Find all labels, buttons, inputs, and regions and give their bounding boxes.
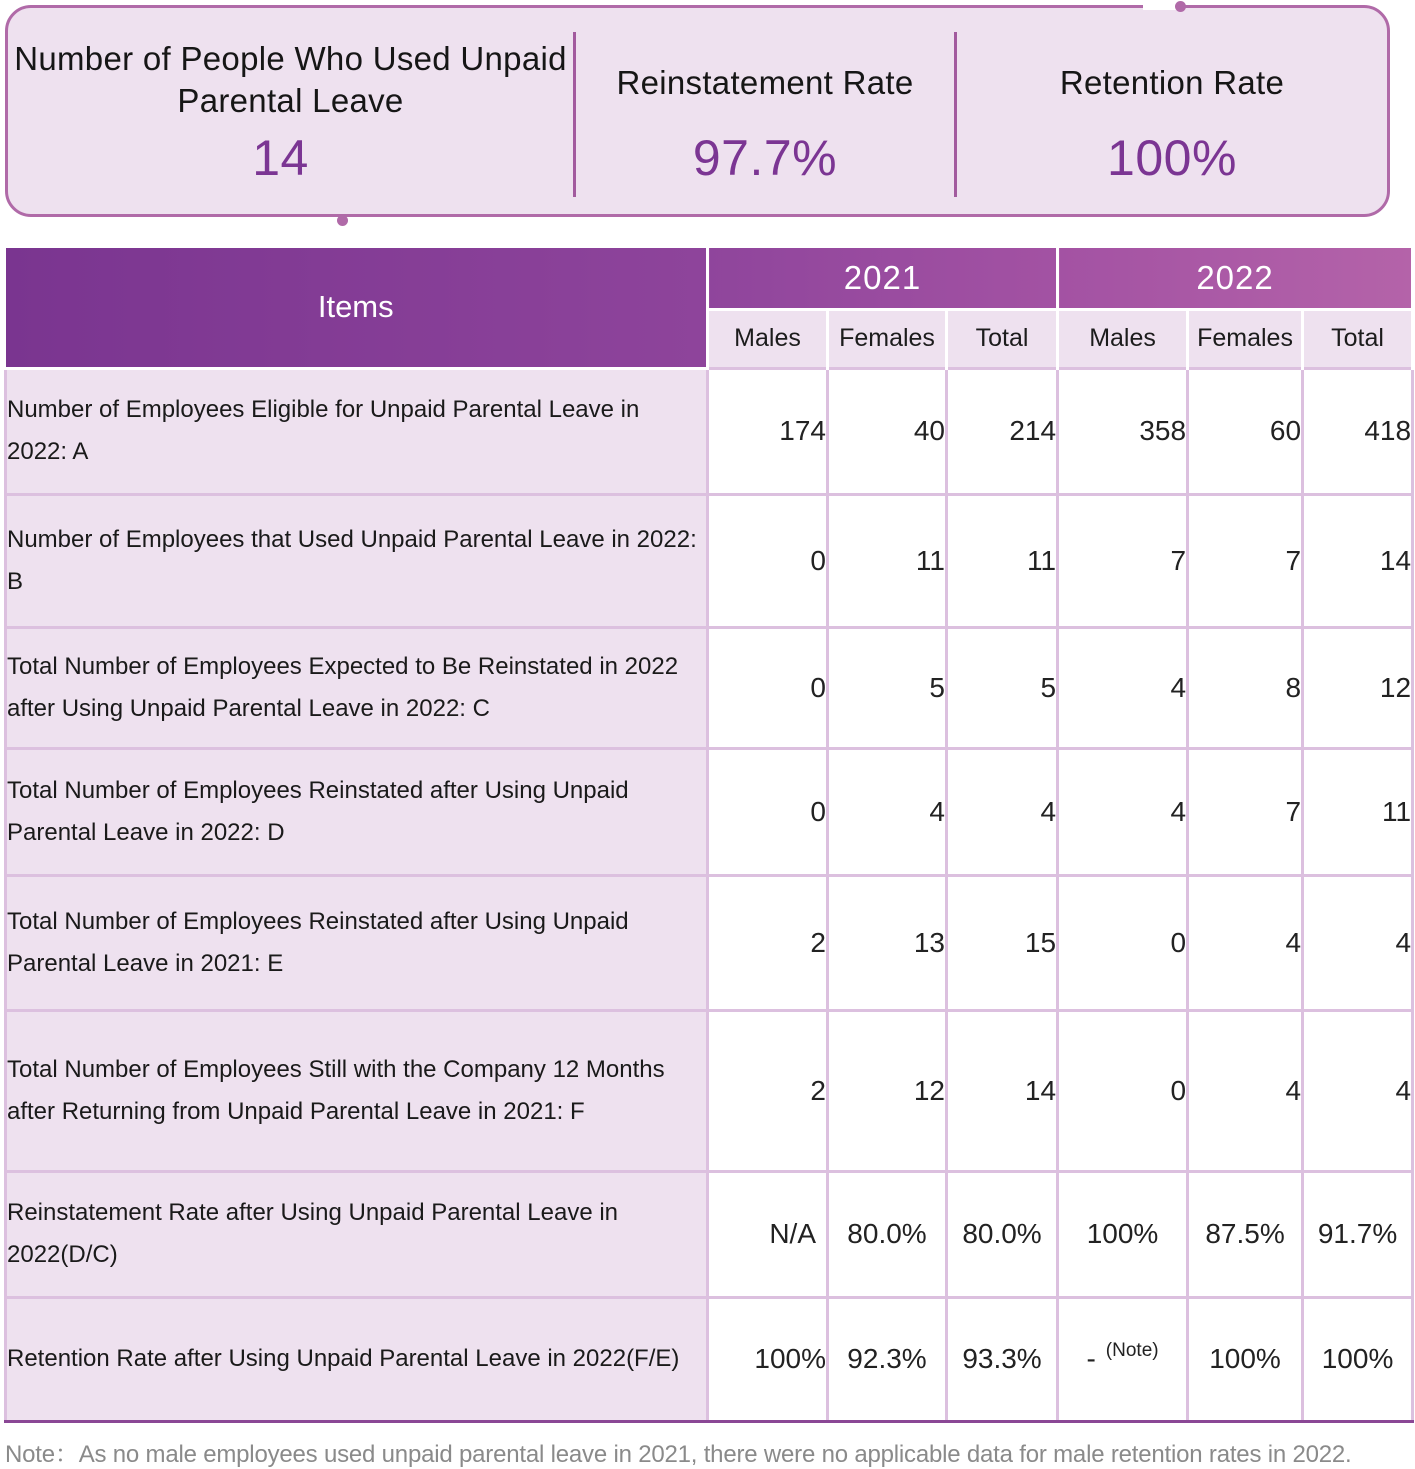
cell-value: 214 xyxy=(947,368,1058,494)
row-label: Total Number of Employees Reinstated after Using Unpaid Parental Leave in 2022: D xyxy=(6,748,708,875)
cell-value: 0 xyxy=(708,494,828,627)
subheader-males: Males xyxy=(1058,309,1188,368)
cell-value: 93.3% xyxy=(947,1297,1058,1421)
card-border-gap xyxy=(343,218,429,224)
cell-value: 15 xyxy=(947,875,1058,1010)
cell-value: 60 xyxy=(1188,368,1303,494)
cell-value: 358 xyxy=(1058,368,1188,494)
cell-value: 0 xyxy=(1058,875,1188,1010)
year-header-2022: 2022 xyxy=(1058,248,1413,309)
subheader-males: Males xyxy=(708,309,828,368)
subheader-total: Total xyxy=(1303,309,1413,368)
cell-value: 4 xyxy=(1303,875,1413,1010)
cell-value: 13 xyxy=(828,875,947,1010)
row-label: Total Number of Employees Expected to Be Reinstated in 2022 after Using Unpaid Parental Leave in 2022: C xyxy=(6,627,708,748)
cell-value: 5 xyxy=(828,627,947,748)
kpi-label: Reinstatement Rate xyxy=(616,64,914,101)
cell-value: 4 xyxy=(1188,1010,1303,1171)
cell-value: 12 xyxy=(1303,627,1413,748)
parental-leave-table xyxy=(4,248,1414,1423)
cell-value: 4 xyxy=(1058,748,1188,875)
cell-value: 418 xyxy=(1303,368,1413,494)
table-row xyxy=(6,368,1413,494)
kpi-value: 97.7% xyxy=(692,130,838,186)
cell-value: 4 xyxy=(828,748,947,875)
cell-value: 11 xyxy=(828,494,947,627)
year-header-2021: 2021 xyxy=(708,248,1058,309)
subheader-females: Females xyxy=(1188,309,1303,368)
row-label: Number of Employees that Used Unpaid Parental Leave in 2022: B xyxy=(6,494,708,627)
cell-value: 7 xyxy=(1188,748,1303,875)
cell-value: 87.5% xyxy=(1188,1171,1303,1297)
summary-card xyxy=(5,5,1390,217)
kpi-value: 14 xyxy=(252,130,309,186)
decorative-dot-icon xyxy=(337,215,348,226)
row-label: Reinstatement Rate after Using Unpaid Parental Leave in 2022(D/C) xyxy=(6,1171,708,1297)
note-mark: (Note) xyxy=(1105,1340,1159,1361)
cell-value: 12 xyxy=(828,1010,947,1171)
cell-value: - xyxy=(1086,1343,1096,1374)
cell-value: 80.0% xyxy=(947,1171,1058,1297)
kpi-value: 100% xyxy=(1107,130,1237,186)
cell-value: 7 xyxy=(1058,494,1188,627)
table-row xyxy=(6,627,1413,748)
cell-value: 92.3% xyxy=(828,1297,947,1421)
cell-value: 100% xyxy=(1188,1297,1303,1421)
table-row xyxy=(6,748,1413,875)
subheader-total: Total xyxy=(947,309,1058,368)
cell-value: 174 xyxy=(708,368,828,494)
subheader-females: Females xyxy=(828,309,947,368)
cell-value: 100% xyxy=(1058,1171,1188,1297)
table-row xyxy=(6,494,1413,627)
row-label: Total Number of Employees Still with the Company 12 Months after Returning from Unpaid Parental Leave in 2021: F xyxy=(6,1010,708,1171)
kpi-label: Retention Rate xyxy=(1059,64,1285,101)
cell-value: 2 xyxy=(708,1010,828,1171)
cell-value: 2 xyxy=(708,875,828,1010)
footnote: Note：As no male employees used unpaid parental leave in 2021, there were no applicable data for male retention rates in 2022. xyxy=(5,1441,1352,1468)
kpi-retention-rate xyxy=(957,8,1387,214)
cell-value: 4 xyxy=(1188,875,1303,1010)
cell-value: 0 xyxy=(708,627,828,748)
cell-value: 7 xyxy=(1188,494,1303,627)
cell-value: 4 xyxy=(947,748,1058,875)
table-row xyxy=(6,1171,1413,1297)
cell-value: 40 xyxy=(828,368,947,494)
cell-value: 80.0% xyxy=(828,1171,947,1297)
row-label: Total Number of Employees Reinstated after Using Unpaid Parental Leave in 2021: E xyxy=(6,875,708,1010)
cell-value: 11 xyxy=(947,494,1058,627)
kpi-reinstatement-rate xyxy=(576,8,954,214)
cell-value: 0 xyxy=(708,748,828,875)
cell-value-with-note xyxy=(1058,1297,1188,1421)
table-row xyxy=(6,1010,1413,1171)
cell-value: 100% xyxy=(708,1297,828,1421)
cell-value: 100% xyxy=(1303,1297,1413,1421)
cell-value: 0 xyxy=(1058,1010,1188,1171)
cell-value: 11 xyxy=(1303,748,1413,875)
cell-value: 5 xyxy=(947,627,1058,748)
cell-value: 14 xyxy=(947,1010,1058,1171)
cell-value: 4 xyxy=(1058,627,1188,748)
cell-value: N/A xyxy=(708,1171,828,1297)
cell-value: 91.7% xyxy=(1303,1171,1413,1297)
cell-value: 14 xyxy=(1303,494,1413,627)
cell-value: 8 xyxy=(1188,627,1303,748)
kpi-label: Number of People Who Used Unpaid Parental Leave xyxy=(14,40,567,119)
table-row xyxy=(6,1297,1413,1421)
row-label: Retention Rate after Using Unpaid Parental Leave in 2022(F/E) xyxy=(6,1297,708,1421)
items-header: Items xyxy=(6,248,708,368)
table-row xyxy=(6,875,1413,1010)
kpi-used-leave xyxy=(8,8,573,214)
row-label: Number of Employees Eligible for Unpaid Parental Leave in 2022: A xyxy=(6,368,708,494)
cell-value: 4 xyxy=(1303,1010,1413,1171)
